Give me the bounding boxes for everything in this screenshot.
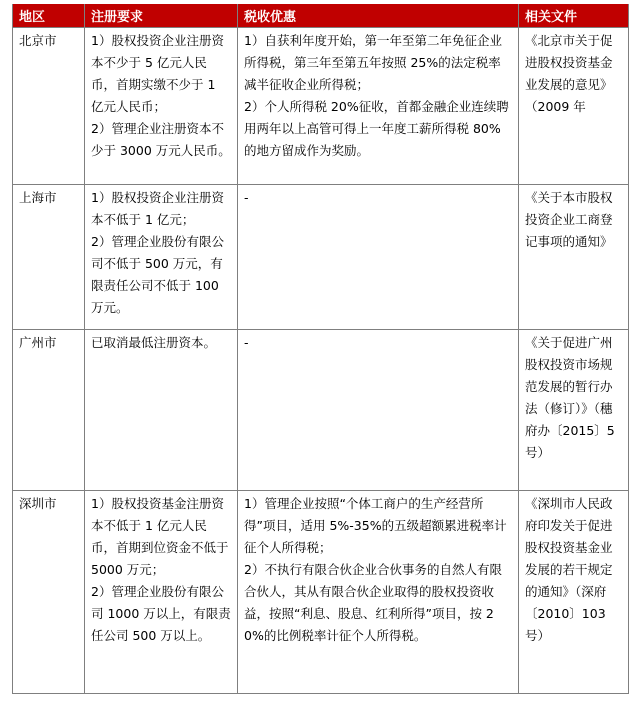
table-row-shenzhen [13,491,629,694]
registration-cell [85,28,238,185]
header-tax: 税收优惠 [238,4,519,28]
document-cell: 《关于本市股权投资企业工商登记事项的通知》 [519,185,629,330]
registration-cell [85,491,238,694]
registration-line: 2）管理企业股份有限公司 1000 万以上，有限责任公司 500 万以上。 [91,584,231,643]
tax-cell [238,28,519,185]
tax-cell [238,491,519,694]
tax-line: 1）自获利年度开始，第一年至第二年免征企业所得税，第三年至第五年按照 25%的法定税率减半征收企业所得税； [244,33,502,92]
table-row-guangzhou [13,330,629,491]
registration-line: 1）股权投资企业注册资本不低于 1 亿元； [91,190,224,227]
region-cell: 北京市 [13,28,85,185]
tax-line: 2）个人所得税 20%征收，首都金融企业连续聘用两年以上高管可得上一年度工薪所得税 80%的地方留成作为奖励。 [244,99,509,158]
registration-cell [85,330,238,491]
tax-line: 2）不执行有限合伙企业合伙事务的自然人有限合伙人，其从有限合伙企业取得的股权投资收益，按照“利息、股息、红利所得”项目，按 20%的比例税率计征个人所得税。 [244,562,502,643]
table-header-row [13,4,629,28]
tax-cell [238,330,519,491]
registration-line: 2）管理企业股份有限公司不低于 500 万元，有限责任公司不低于 100 万元。 [91,234,224,315]
document-cell: 《北京市关于促进股权投资基金业发展的意见》（2009 年 [519,28,629,185]
policy-table [12,4,629,694]
policy-table-container [12,4,628,694]
header-region: 地区 [13,4,85,28]
region-cell: 广州市 [13,330,85,491]
registration-line: 1）股权投资企业注册资本不少于 5 亿元人民币，首期实缴不少于 1 亿元人民币； [91,33,224,114]
header-registration: 注册要求 [85,4,238,28]
region-cell: 深圳市 [13,491,85,694]
registration-cell [85,185,238,330]
tax-line: 1）管理企业按照“个体工商户的生产经营所得”项目，适用 5%-35%的五级超额累进税率计征个人所得税； [244,496,507,555]
registration-line: 2）管理企业注册资本不少于 3000 万元人民币。 [91,121,231,158]
tax-line: - [244,335,249,350]
registration-line: 已取消最低注册资本。 [91,335,217,350]
table-row-beijing [13,28,629,185]
registration-line: 1）股权投资基金注册资本不低于 1 亿元人民币，首期到位资金不低于 5000 万元； [91,496,229,577]
tax-cell [238,185,519,330]
document-cell: 《深圳市人民政府印发关于促进股权投资基金业发展的若干规定的通知》（深府〔2010〕103 号） [519,491,629,694]
table-row-shanghai [13,185,629,330]
document-cell: 《关于促进广州股权投资市场规范发展的暂行办法（修订）》（穗府办〔2015〕5 号） [519,330,629,491]
header-document: 相关文件 [519,4,629,28]
region-cell: 上海市 [13,185,85,330]
tax-line: - [244,190,249,205]
